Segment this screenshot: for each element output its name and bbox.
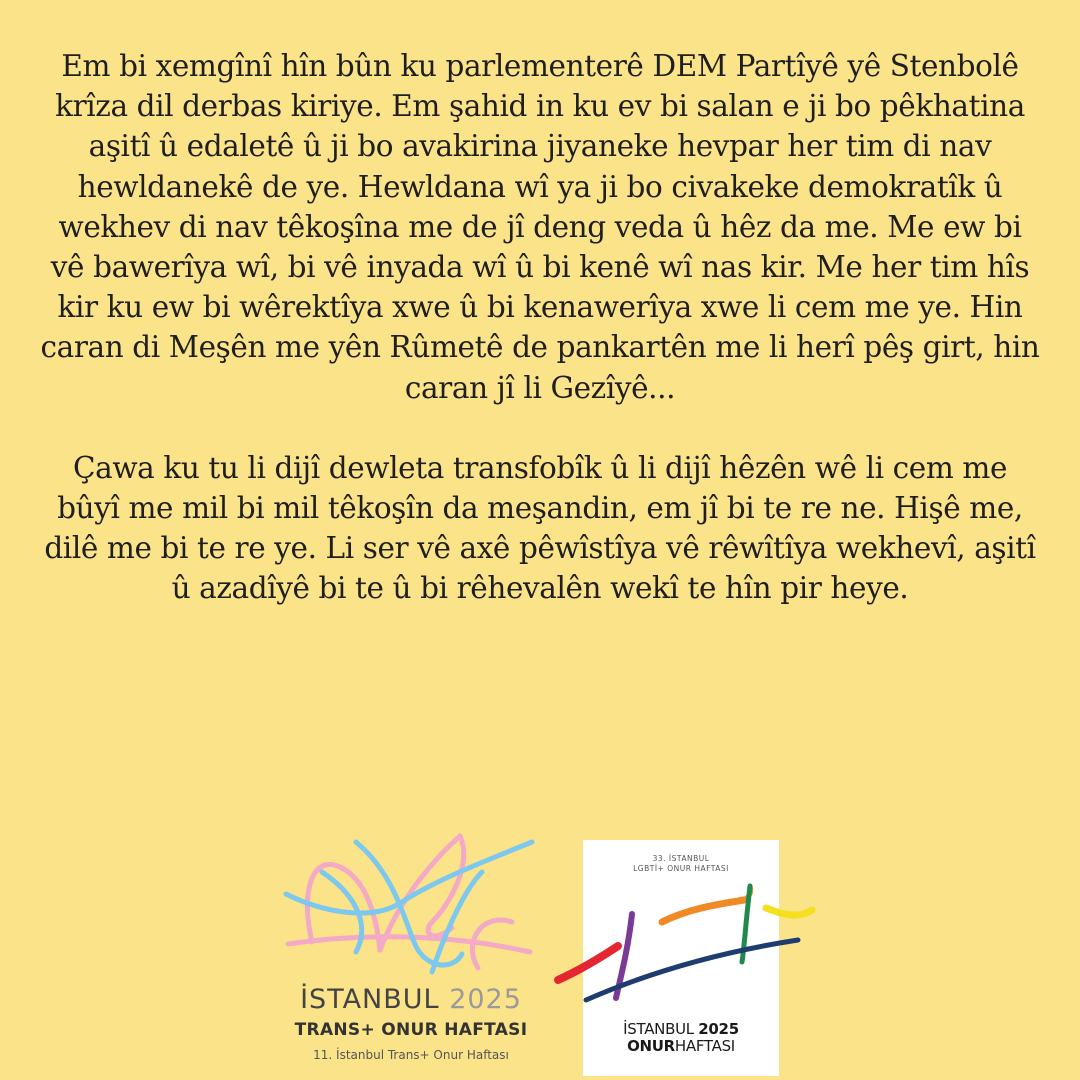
trans-logo-title: TRANS+ ONUR HAFTASI <box>294 1020 528 1040</box>
pride-logo-header <box>583 854 779 874</box>
pride-logo-event: LGBTİ+ ONUR HAFTASI <box>633 864 729 873</box>
trans-logo-year: 2025 <box>449 984 522 1015</box>
trans-pride-week-logo <box>282 832 540 1072</box>
pride-logo-title: ONURHAFTASI <box>627 1037 735 1055</box>
statement-text <box>40 46 1040 609</box>
pride-rainbow-strokes-icon <box>550 880 820 1010</box>
trans-logo-city: İSTANBUL 2025 <box>300 984 522 1015</box>
pride-logo-edition: 33. İSTANBUL <box>652 854 710 863</box>
statement-paragraph-2: Çawa ku tu li dijî dewleta transfobîk û li dijî hêzên wê li cem me bûyî me mil bi mil têkoşîn da meşandin, em jî bi te re ne. Hişê me, dilê me bi te re ye. Li ser vê axê pêwîstîya vê rêwîtîya wekhevî, aşitî û azadîyê bi te û bi rêhevalên wekî te hîn pir heye. <box>44 450 1036 606</box>
trans-logo-subtitle: 11. İstanbul Trans+ Onur Haftası <box>313 1048 509 1062</box>
pride-logo-city-year: İSTANBUL 2025 <box>623 1020 739 1038</box>
statement-paragraph-1: Em bi xemgînî hîn bûn ku parlementerê DEM Partîyê yê Stenbolê krîza dil derbas kiriye. Em şahid in ku ev bi salan e ji bo pêkhatina aşitî û edaletê û ji bo avakirina jiyaneke hevpar her tim di nav hewldanekê de ye. Hewldana wî ya ji bo civakeke demokratîk û wekhev di nav têkoşîna me de jî deng veda û hêz da me. Me ew bi vê bawerîya wî, bi vê inyada wî û bi kenê wî nas kir. Me her tim hîs kir ku ew bi wêrektîya xwe û bi kenawerîya xwe li cem me ye. Hin caran di Meşên me yên Rûmetê de pankartên me li herî pêş girt, hin caran jî li Gezîyê... <box>40 49 1040 405</box>
trans-butterfly-icon <box>282 832 540 982</box>
